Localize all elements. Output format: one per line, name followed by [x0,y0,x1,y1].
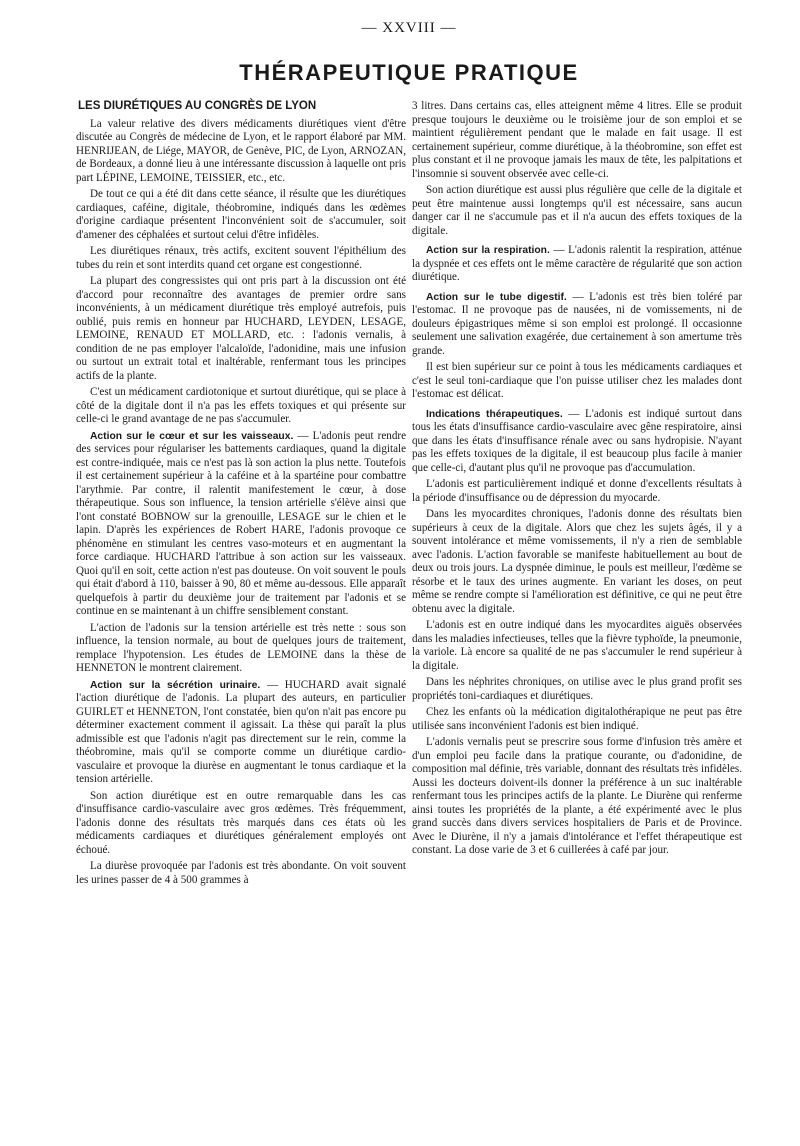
paragraph-heading: Action sur le tube digestif. [426,291,567,303]
paragraph-text: Son action diurétique est en outre remarquable dans les cas d'insuffisance cardio-vasculaire avec gros œdèmes. Très fréquemment, l'adonis donne des résultats très marqués dans ces états où les médicaments cardiaques et diurétiques généralement employés ont échoué. [76,789,406,856]
paragraph-heading: Action sur le cœur et sur les vaisseaux. [90,430,294,442]
paragraph [76,386,406,427]
paragraph-text: Il est bien supérieur sur ce point à tous les médicaments cardiaques et c'est le seul toni-cardiaque que l'on puisse utiliser chez les malades dont l'estomac est délicat. [412,361,742,400]
paragraph [412,408,742,476]
paragraph [412,619,742,673]
paragraph-text: — L'adonis ralentit la respiration, atténue la dyspnée et ces effets ont le même caractère de régularité que son action diurétique. [412,244,742,283]
paragraph-heading: Action sur la respiration. [426,245,550,256]
paragraph [76,245,406,272]
paragraph [76,790,406,858]
page-title: THÉRAPEUTIQUE PRATIQUE [239,60,579,85]
paragraph [76,430,406,619]
paragraph-text: 3 litres. Dans certains cas, elles atteignent même 4 litres. Elle se produit presque toujours le deuxième ou le troisième jour de son emploi et se maintient régulièrement pendant que le malade en fait usage. Il est certainement supérieur, comme diurétique, à la théobromine, son effet est plus constant et il ne provoque jamais les maux de tête, les palpitations et l'insomnie si souvent observée avec celle-ci. [412,100,742,180]
left-column [76,100,406,890]
paragraph-text: La valeur relative des divers médicaments diurétiques vient d'être discutée au Congrès de médecine de Lyon, et le rapport élaboré par MM. HENRIJEAN, de Liége, MAYOR, de Genève, PIC, de Lyon, ARNOZAN, de Bordeaux, a donné lieu à une intéressante discussion à laquelle ont pris part LÉPINE, LEMOINE, TEISSIER, etc., etc. [76,117,406,184]
paragraph [76,679,406,787]
paragraph-text: De tout ce qui a été dit dans cette séance, il résulte que les diurétiques cardiaques, caféine, digitale, théobromine, indiqués dans les œdèmes d'origine cardiaque présentent l'inconvénient soit de s'accumuler, soit d'amener des céphalées et surtout celui d'être infidèles. [76,188,406,241]
paragraph-heading: Indications thérapeutiques. [426,408,563,420]
paragraph [76,860,406,887]
paragraph [412,508,742,616]
paragraph-text: L'adonis est particulièrement indiqué et donne d'excellents résultats à la période d'insuffisance ou de dépression du myocarde. [412,478,742,504]
paragraph-text: L'action de l'adonis sur la tension artérielle est très nette : sous son influence, la tension normale, au bout de quelques jours de traitement, remplace l'hypotension. Les études de LEMOINE dans la thèse de HENNETON le montrent clairement. [76,621,406,674]
paragraph-text: Son action diurétique est aussi plus régulière que celle de la digitale et peut être maintenue aussi longtemps qu'il est nécessaire, sans aucun danger car il ne s'accumule pas et il n'a aucun des effets toxiques de la digitale. [412,184,742,237]
paragraph [412,184,742,238]
paragraph-text: Dans les néphrites chroniques, on utilise avec le plus grand profit ses propriétés toni-cardiaques et diurétiques. [412,676,742,702]
paragraph-text: — L'adonis est indiqué surtout dans tous les états d'insuffisance cardio-vasculaire avec gêne respiratoire, ainsi que dans les états d'insuffisance rénale avec ou sans hydropisie. N'ayant pas les effets toxiques de la digitale, il est beaucoup plus facile à manier que celle-ci, d'autant plus qu'il ne provoque pas d'accumulation. [412,407,742,474]
page-number: — XXVIII — [361,20,457,36]
article-columns [76,100,742,890]
paragraph-text: C'est un médicament cardiotonique et surtout diurétique, qui se place à côté de la digitale dont il n'a pas les effets toxiques et qui présente sur celle-ci le grand avantage de ne pas s'accumuler. [76,386,406,425]
paragraph [412,706,742,733]
paragraph [412,291,742,359]
paragraph [412,676,742,703]
paragraph [412,361,742,402]
paragraph [76,188,406,242]
paragraph-text: Dans les myocardites chroniques, l'adonis donne des résultats bien supérieurs à ceux de la digitale. Alors que chez les sujets âgés, il y a souvent intolérance et même vomissements, il n'y a rien de semblable avec l'adonis. L'action favorable se manifeste habituellement au bout de deux ou trois jours. La dyspnée diminue, le pouls est meilleur, l'œdème se résorbe et le taux des urines augmente. En variant les doses, on peut même se rendre compte si l'amélioration est définitive, ce qui ne peut être obtenu avec la digitale. [412,508,742,615]
right-column [412,100,742,890]
paragraph [76,118,406,186]
section-title: LES DIURÉTIQUES AU CONGRÈS DE LYON [78,100,317,112]
paragraph [76,622,406,676]
paragraph-heading: Action sur la sécrétion urinaire. [90,679,261,691]
paragraph-text: Chez les enfants où la médication digitalothérapique ne peut pas être utilisée sans inconvénient l'adonis est bien indiqué. [412,706,742,732]
paragraph [412,478,742,505]
paragraph-text: — HUCHARD avait signalé l'action diurétique de l'adonis. La plupart des auteurs, en particulier GUIRLET et HENNETON, l'ont constatée, bien qu'on n'ait pas encore pu déterminer exactement comment il agissait. La thèse qui paraît la plus admissible est que l'adonis n'agit pas directement sur le rein, comme la théobromine, mais qu'il se comporte comme un diurétique cardio-vasculaire et provoque la diurèse en augmentant le tonus cardiaque et la tension artérielle. [76,678,406,785]
paragraph [412,100,742,181]
paragraph-text: Les diurétiques rénaux, très actifs, excitent souvent l'épithélium des tubes du rein et sont interdits quand cet organe est congestionné. [76,245,406,271]
paragraph-text: — L'adonis est très bien toléré par l'estomac. Il ne provoque pas de nausées, ni de vomissements, ni de douleurs épigastriques même si son emploi est prolongé. Il occasionne seulement une salivation exagérée, due certainement à son amertume très grande. [412,290,743,357]
paragraph [412,244,742,285]
paragraph-text: L'adonis est en outre indiqué dans les myocardites aiguës observées dans les maladies infectieuses, telles que la fièvre typhoïde, la pneumonie, la variole. Là encore sa qualité de ne pas s'accumuler le rend supérieur à la digitale. [412,619,742,672]
paragraph-text: — L'adonis peut rendre des services pour régulariser les battements cardiaques, quand la digitale est contre-indiquée, mais ce n'est pas là son action la plus nette. Toutefois il est certainement supérieur à la caféine et à la spartéine pour combattre l'arythmie. Par contre, il ralentit manifestement le cœur, à dose thérapeutique. Sous son influence, la tension artérielle s'élève ainsi que l'ont constaté BOBNOW sur la grenouille, LESAGE sur le chien et le lapin. D'après les expériences de Robert HARE, l'adonis provoque ce phénomène en stimulant les centres vaso-moteurs et en augmentant la force cardiaque. HUCHARD l'attribue à son action sur les vaisseaux. Quoi qu'il en soit, cette action n'est pas douteuse. On voit souvent le pouls qui était d'abord à 110, baisser à 90, 80 et même au-dessous. Elle apparaît quelquefois à partir du deuxième jour de traitement par l'adonis et se continue en se maintenant à un chiffre sensiblement constant. [76,429,406,617]
paragraph-text: La diurèse provoquée par l'adonis est très abondante. On voit souvent les urines passer de 4 à 500 grammes à [76,860,406,886]
paragraph [76,275,406,383]
paragraph [412,736,742,858]
paragraph-text: La plupart des congressistes qui ont pris part à la discussion ont été d'accord pour reconnaître des avantages de premier ordre sans inconvénients, à un médicament diurétique très employé autrefois, puis oublié, puis remis en honneur par HUCHARD, LEYDEN, LESAGE, LEMOINE, RENAUD ET MOLLARD, etc. : l'adonis vernalis, à condition de ne pas employer l'alcaloïde, l'adonidine, mais une infusion ou surtout un extrait total et inaltérable, renfermant tous les principes actifs de la plante. [76,275,406,382]
paragraph-text: L'adonis vernalis peut se prescrire sous forme d'infusion très amère et d'un emploi peu facile dans la pratique courante, ou d'adonidine, de composition mal définie, très variable, donnant des résultats très infidèles. Aussi les docteurs doivent-ils donner la préférence à un suc inaltérable renfermant tous les principes actifs de la plante. Le Diurène qui renferme ainsi toutes les propriétés de la plante, a été expérimenté avec le plus grand succès dans divers services hospitaliers de Paris et de Province. Avec le Diurène, il n'y a jamais d'intolérance et l'effet thérapeutique est constant. La dose varie de 3 et 6 cuillerées à café par jour. [412,736,742,856]
